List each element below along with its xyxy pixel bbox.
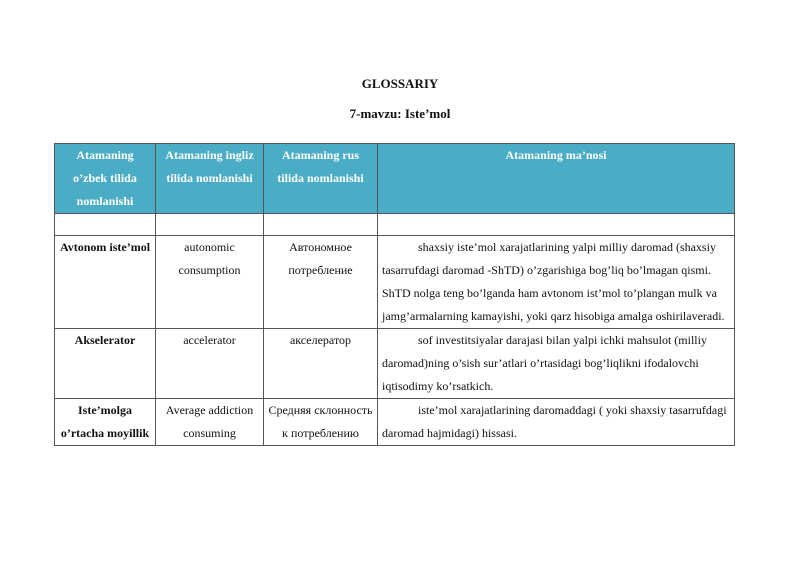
empty-cell [156,214,264,236]
header-meaning: Atamaning ma’nosi [378,144,735,214]
term-meaning: iste’mol xarajatlarining daromaddagi ( yoki shaxsiy tasarrufdagi daromad hajmidagi) hissasi. [382,403,727,440]
header-english-term: Atamaning ingliz tilida nomlanishi [156,144,264,214]
table-row [55,399,735,446]
term-uzbek: Avtonom iste’mol [55,236,156,329]
term-meaning-cell [378,399,735,446]
term-meaning-cell [378,329,735,399]
term-uzbek: Akselerator [55,329,156,399]
header-russian-term: Atamaning rus tilida nomlanishi [264,144,378,214]
term-uzbek: Iste’molga o’rtacha moyillik [55,399,156,446]
document-title: GLOSSARIY [361,76,439,91]
header-row [55,144,735,214]
document-subtitle: 7-mavzu: Iste’mol [349,106,451,121]
empty-cell [55,214,156,236]
term-russian: акселератор [264,329,378,399]
table-row [55,329,735,399]
term-meaning: sof investitsiyalar darajasi bilan yalpi ichki mahsulot (milliy daromad)ning o’sish sur’atlari o’rtasidagi bog’liqlikni ifodalovchi iqtisodimy ko’rsatkich. [382,333,707,393]
term-russian: Средняя склонность к потреблению [264,399,378,446]
glossary-table [54,143,735,446]
term-english: autonomic consumption [156,236,264,329]
empty-cell [378,214,735,236]
term-meaning: shaxsiy iste’mol xarajatlarining yalpi milliy daromad (shaxsiy tasarrufdagi daromad -ShTD) o’zgarishiga bog’liq bo’lmagan qismi. ShTD nolga teng bo’lganda ham avtonom ist’mol to’plangan mulk va jamg’armalarning kamayishi, yoki qarz hisobiga amalga oshirilaveradi. [382,240,725,323]
term-english: Average addiction consuming [156,399,264,446]
term-meaning-cell [378,236,735,329]
empty-cell [264,214,378,236]
term-russian: Автономное потребление [264,236,378,329]
header-uzbek-term: Atamaning o’zbek tilida nomlanishi [55,144,156,214]
term-english: accelerator [156,329,264,399]
empty-row [55,214,735,236]
table-row [55,236,735,329]
